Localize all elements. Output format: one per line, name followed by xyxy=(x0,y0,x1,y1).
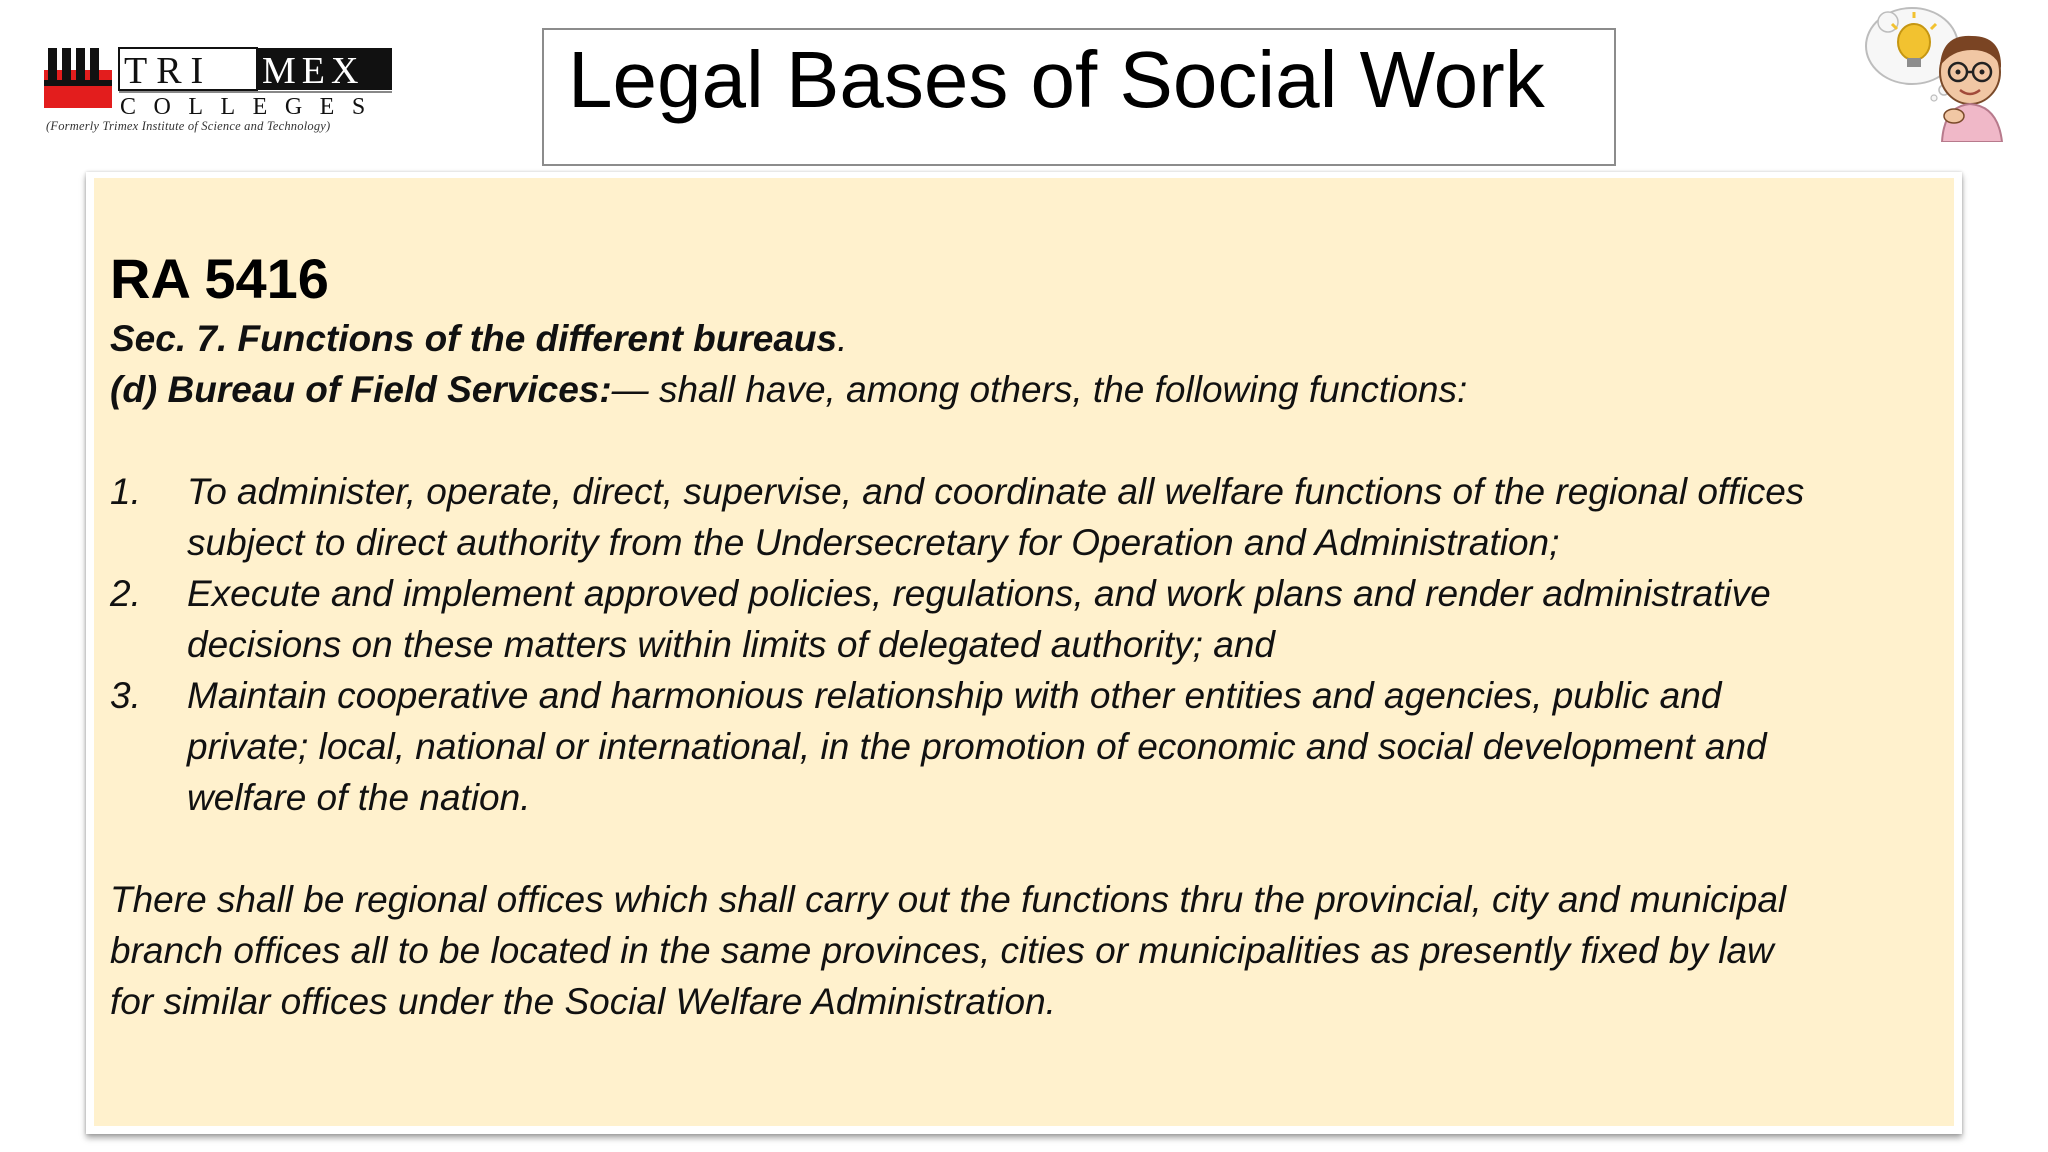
section-title: Sec. 7. Functions of the different bureaus xyxy=(110,318,838,359)
bureau-label: (d) Bureau of Field Services: xyxy=(110,369,612,410)
content-body xyxy=(110,245,1940,1027)
section-period: . xyxy=(837,318,848,359)
list-item-line: Maintain cooperative and harmonious relationship with other entities and agencies, public and xyxy=(187,675,1722,716)
list-item-line: To administer, operate, direct, supervise, and coordinate all welfare functions of the regional offices xyxy=(187,471,1805,512)
closing-line: There shall be regional offices which shall carry out the functions thru the provincial, city and municipal xyxy=(110,879,1787,920)
logo-word-tri: TRI xyxy=(124,50,213,92)
bureau-line xyxy=(110,364,1940,415)
title-box xyxy=(542,28,1616,166)
ra-heading: RA 5416 xyxy=(110,247,329,310)
closing-line: branch offices all to be located in the same provinces, cities or municipalities as presently fixed by law xyxy=(110,930,1774,971)
list-item-line: private; local, national or international, in the promotion of economic and social development and xyxy=(187,726,1767,767)
closing-line: for similar offices under the Social Welfare Administration. xyxy=(110,981,1056,1022)
logo-tagline: (Formerly Trimex Institute of Science and Technology) xyxy=(46,119,331,133)
list-item xyxy=(110,670,1940,823)
list-item xyxy=(110,568,1940,670)
trimex-logo xyxy=(42,40,402,140)
list-item-line: decisions on these matters within limits of delegated authority; and xyxy=(187,624,1275,665)
page-title: Legal Bases of Social Work xyxy=(568,35,1545,124)
thinking-mascot-icon xyxy=(1862,4,2006,142)
list-item-line: welfare of the nation. xyxy=(187,777,531,818)
closing-paragraph xyxy=(110,874,1940,1027)
list-item-number: 2. xyxy=(110,573,141,614)
section-line xyxy=(110,313,1940,364)
functions-list xyxy=(110,466,1940,823)
list-item xyxy=(110,466,1940,568)
list-item-number: 1. xyxy=(110,471,141,512)
list-item-line: subject to direct authority from the Undersecretary for Operation and Administration; xyxy=(187,522,1560,563)
logo-colleges: COLLEGES xyxy=(120,94,383,120)
bureau-description: — shall have, among others, the following functions: xyxy=(611,369,1468,410)
logo-word-mex: MEX xyxy=(262,50,365,92)
list-item-line: Execute and implement approved policies, regulations, and work plans and render administrative xyxy=(187,573,1771,614)
list-item-number: 3. xyxy=(110,675,141,716)
